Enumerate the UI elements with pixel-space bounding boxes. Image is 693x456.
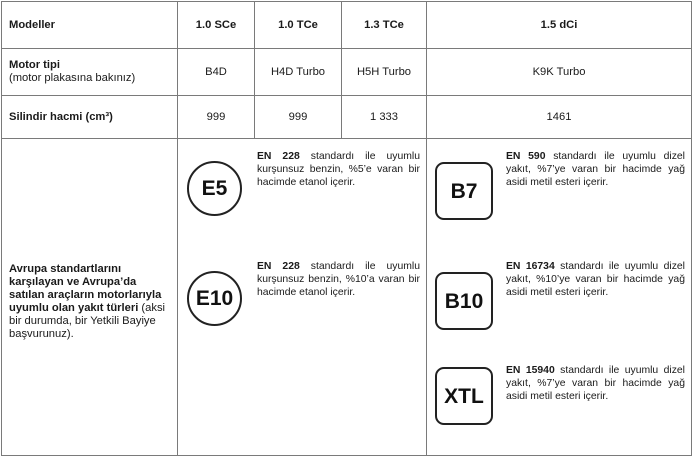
engine-type-2: H4D Turbo xyxy=(255,49,342,96)
displacement-2: 999 xyxy=(255,96,342,139)
e10-badge-icon: E10 xyxy=(187,271,242,326)
e5-standard: EN 228 xyxy=(257,151,300,162)
header-1-0-sce: 1.0 SCe xyxy=(178,2,255,49)
engine-type-4: K9K Turbo xyxy=(427,49,692,96)
e5-text: standardı ile uyumlu kurşunsuz benzin, %5’e varan bir hacimde etanol içerir. xyxy=(257,151,420,188)
fuel-item-b10 xyxy=(427,257,691,337)
b10-badge-icon: B10 xyxy=(435,272,493,330)
fuel-item-e5 xyxy=(178,147,426,227)
header-1-3-tce: 1.3 TCe xyxy=(342,2,427,49)
engine-spec-table xyxy=(1,1,692,456)
displacement-4: 1461 xyxy=(427,96,692,139)
engine-type-sublabel: (motor plakasına bakınız) xyxy=(9,72,136,84)
b7-standard: EN 590 xyxy=(506,151,546,162)
fuel-types-description xyxy=(2,139,178,456)
b10-standard: EN 16734 xyxy=(506,261,555,272)
fuel-types-note: (aksi bir durumda, bir Yetkili Bayiye başvurunuz). xyxy=(9,302,166,340)
e10-text: standardı ile uyumlu kurşunsuz benzin, %10’a varan bir hacimde etanol içerir. xyxy=(257,261,420,298)
engine-type-label-cell xyxy=(2,49,178,96)
fuel-types-label: Avrupa standartlarını karşılayan ve Avrupa’da satılan araçların motorlarıyla uyumlu olan yakıt türleri xyxy=(9,263,162,314)
displacement-label: Silindir hacmi (cm³) xyxy=(2,96,178,139)
displacement-1: 999 xyxy=(178,96,255,139)
b7-badge-icon: B7 xyxy=(435,162,493,220)
b7-text: standardı ile uyumlu dizel yakıt, %7’ye varan bir hacimde yağ asidi metil esteri içerir. xyxy=(506,151,685,188)
xtl-badge-icon: XTL xyxy=(435,367,493,425)
e5-badge-icon: E5 xyxy=(187,161,242,216)
header-1-5-dci: 1.5 dCi xyxy=(427,2,692,49)
fuel-types-row xyxy=(2,139,692,456)
e10-description xyxy=(257,261,420,299)
b10-text: standardı ile uyumlu dizel yakıt, %10’ye varan bir hacimde yağ asidi metil esteri içerir. xyxy=(506,261,685,298)
b7-description xyxy=(506,151,685,189)
xtl-text: standardı ile uyumlu dizel yakıt, %7’ye varan bir hacimde yağ asidi metil esteri içerir. xyxy=(506,365,685,402)
header-row xyxy=(2,2,692,49)
engine-type-row xyxy=(2,49,692,96)
diesel-fuels-cell xyxy=(427,139,692,456)
header-1-0-tce: 1.0 TCe xyxy=(255,2,342,49)
engine-type-3: H5H Turbo xyxy=(342,49,427,96)
e5-description xyxy=(257,151,420,189)
xtl-description xyxy=(506,365,685,403)
fuel-item-b7 xyxy=(427,147,691,227)
engine-type-1: B4D xyxy=(178,49,255,96)
fuel-item-e10 xyxy=(178,257,426,337)
b10-description xyxy=(506,261,685,299)
displacement-row xyxy=(2,96,692,139)
xtl-standard: EN 15940 xyxy=(506,365,555,376)
displacement-3: 1 333 xyxy=(342,96,427,139)
e10-standard: EN 228 xyxy=(257,261,300,272)
header-models: Modeller xyxy=(2,2,178,49)
fuel-item-xtl xyxy=(427,353,691,433)
petrol-fuels-cell xyxy=(178,139,427,456)
engine-type-label: Motor tipi xyxy=(9,59,60,71)
